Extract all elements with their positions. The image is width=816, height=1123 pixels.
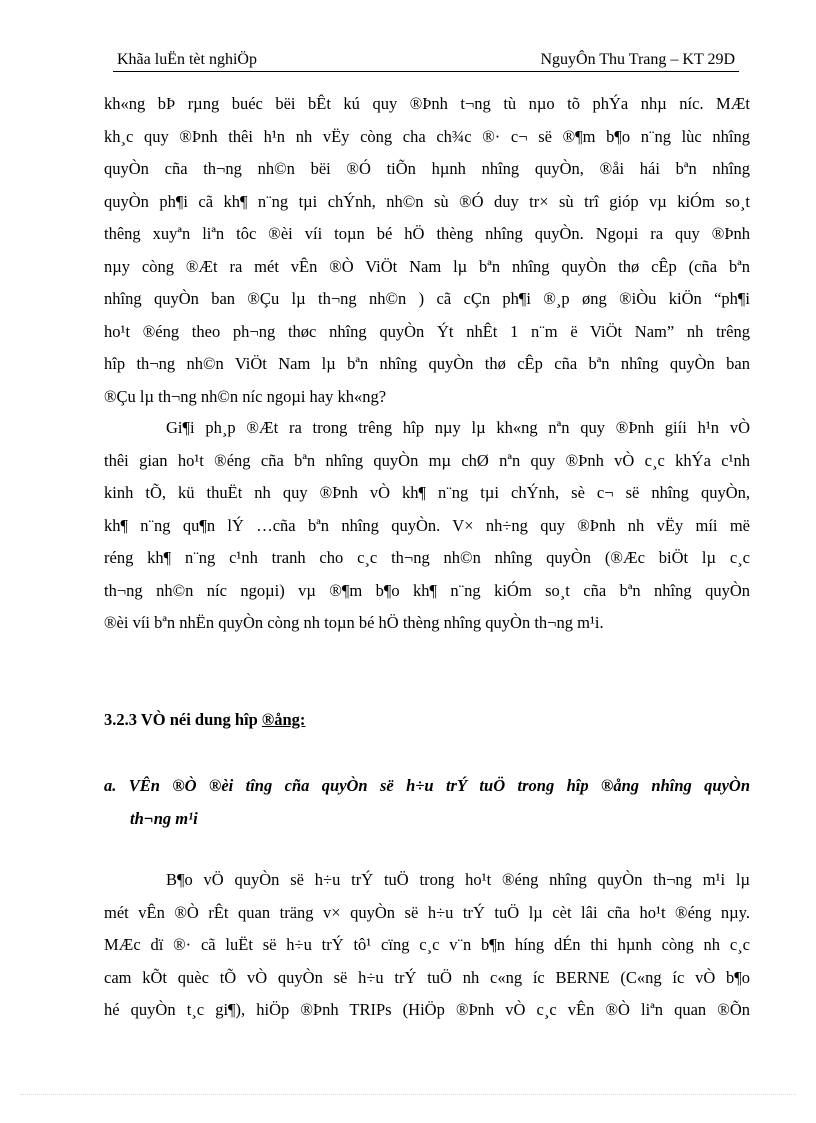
subsection-line: th¬ng m¹i: [130, 808, 198, 828]
text-line: réng kh¶ n¨ng c¹nh tranh cho c¸c th¬ng nh©n nhîng quyÒn (®Æc biÖt lµ c¸c: [104, 548, 750, 567]
paragraph-3: [104, 864, 750, 1027]
text-line: th¬ng nh©n níc ngoµi) vµ ®¶m b¶o kh¶ n¨ng kiÓm so¸t cña bªn nhîng quyÒn: [104, 580, 750, 600]
section-heading-text: 3.2.3 VÒ néi dung hîp: [104, 710, 262, 729]
header-author: NguyÔn Thu Trang – KT 29D: [540, 51, 735, 68]
text-line: nµy còng ®Æt ra mét vÊn ®Ò ViÖt Nam lµ bªn nhîng quyÒn thø cÊp (cña bªn: [104, 256, 750, 276]
text-line: mét vÊn ®Ò rÊt quan träng v× quyÒn së h÷u trÝ tuÖ lµ cèt lâi cña ho¹t ®éng nµy.: [104, 902, 750, 922]
section-heading-underlined: ®ång:: [261, 710, 306, 729]
text-line: ho¹t ®éng theo ph¬ng thøc nhîng quyÒn Ýt nhÊt 1 n¨m ë ViÖt Nam” nh trêng: [104, 321, 750, 341]
text-line: B¶o vÖ quyÒn së h÷u trÝ tuÖ trong ho¹t ®éng nhîng quyÒn th¬ng m¹i lµ: [166, 870, 750, 889]
text-line: ®èi víi bªn nhËn quyÒn còng nh toµn bé hÖ thèng nhîng quyÒn th¬ng m¹i.: [104, 613, 604, 632]
subsection-heading: [104, 770, 750, 835]
paragraph-2: [104, 412, 750, 640]
text-line: cam kÕt quèc tÕ vÒ quyÒn së h÷u trÝ tuÖ nh c«ng íc BERNE (C«ng íc vÒ b¶o: [104, 967, 750, 987]
page-header: [113, 50, 739, 72]
text-line: quyÒn ph¶i cã kh¶ n¨ng tµi chÝnh, nh©n sù ®Ó duy tr× sù trî gióp vµ kiÓm so¸t: [104, 191, 750, 211]
text-line: MÆc dï ®· cã luËt së h÷u trÝ tô¹ cïng c¸c v¨n b¶n híng dÉn thi hµnh còng nh c¸c: [104, 935, 750, 954]
text-line: hîp th¬ng nh©n ViÖt Nam lµ bªn nhîng quyÒn thø cÊp cña bªn nhîng quyÒn ban: [104, 354, 750, 373]
text-line: hé quyÒn t¸c gi¶), hiÖp ®Þnh TRIPs (HiÖp ®Þnh vÒ c¸c vÊn ®Ò liªn quan ®Õn: [104, 1000, 750, 1019]
text-line: kh«ng bÞ rµng buéc bëi bÊt kú quy ®Þnh t¬ng tù nµo tõ phÝa nhµ níc. MÆt: [104, 94, 750, 113]
text-line: ®Çu lµ th¬ng nh©n níc ngoµi hay kh«ng?: [104, 386, 387, 406]
text-line: kh¸c quy ®Þnh thêi h¹n nh vËy còng cha ch¾c ®· c¬ së ®¶m b¶o n¨ng lùc nhîng: [104, 126, 750, 146]
header-thesis-title: Khãa luËn tèt nghiÖp: [117, 51, 257, 68]
text-line: Gi¶i ph¸p ®Æt ra trong trêng hîp nµy lµ kh«ng nªn quy ®Þnh giíi h¹n vÒ: [166, 418, 750, 437]
text-line: thêng xuyªn liªn tôc ®èi víi toµn bé hÖ thèng nhîng quyÒn. Ngoµi ra quy ®Þnh: [104, 224, 750, 243]
text-line: kinh tÕ, kü thuËt nh quy ®Þnh vÒ kh¶ n¨ng tµi chÝnh, sè c¬ së nhîng quyÒn,: [104, 483, 750, 502]
text-line: quyÒn cña th¬ng nh©n bëi ®Ó tiÕn hµnh nhîng quyÒn, ®åi hái bªn nhîng: [104, 159, 750, 178]
text-line: kh¶ n¨ng qu¶n lÝ …cña bªn nhîng quyÒn. V× nh÷ng quy ®Þnh nh vËy míi më: [104, 515, 750, 535]
text-line: thêi gian ho¹t ®éng cña bªn nhîng quyÒn mµ chØ nªn quy ®Þnh vÒ c¸c khÝa c¹nh: [104, 450, 750, 470]
subsection-line: a. VÊn ®Ò ®èi tîng cña quyÒn së h÷u trÝ tuÖ trong hîp ®ång nhîng quyÒn: [104, 776, 750, 795]
paragraph-1: [104, 88, 750, 413]
text-line: nhîng quyÒn ban ®Çu lµ th¬ng nh©n ) cã cÇn ph¶i ®¸p øng ®iÒu kiÖn “ph¶i: [104, 289, 750, 308]
page-bottom-divider: [20, 1094, 796, 1095]
section-heading: [104, 708, 305, 732]
